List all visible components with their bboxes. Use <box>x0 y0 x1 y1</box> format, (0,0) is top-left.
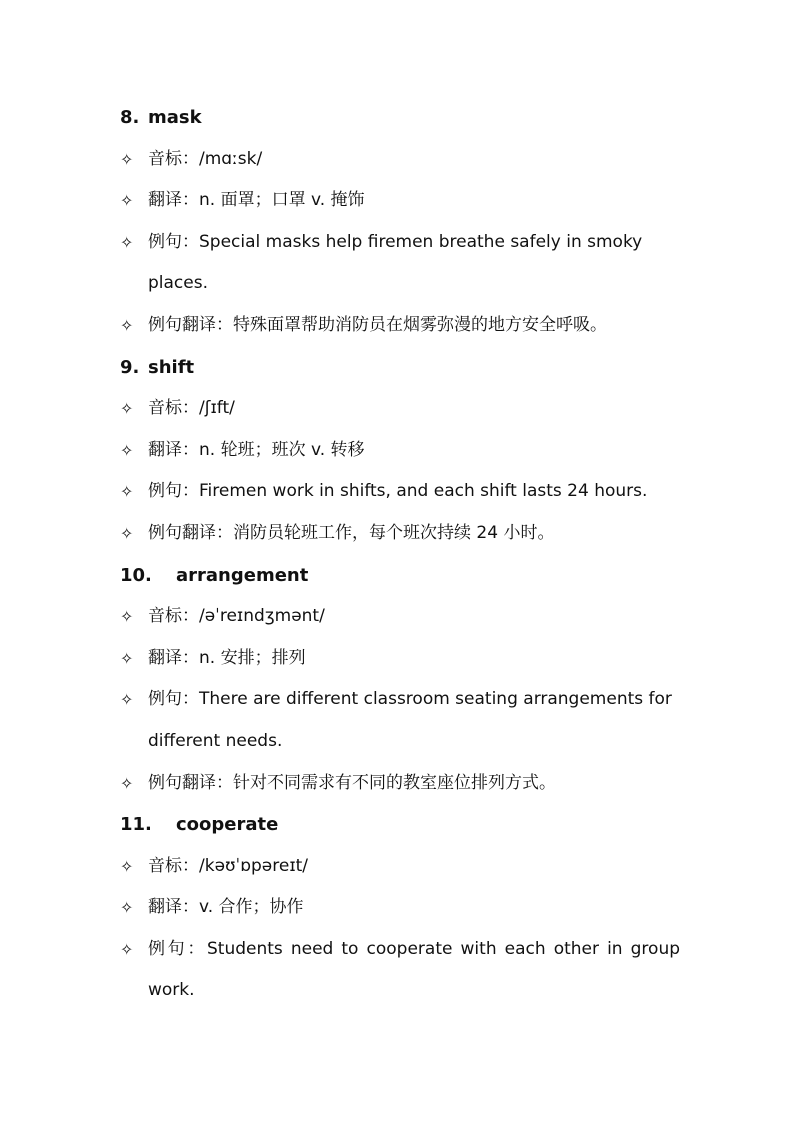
diamond-bullet-icon: ✧ <box>120 898 134 918</box>
example-line <box>120 679 680 762</box>
diamond-bullet-icon: ✧ <box>120 939 134 959</box>
entry-word: cooperate <box>176 814 279 836</box>
entry-number: 11. <box>120 814 152 836</box>
translation-label: 翻译： <box>148 647 199 668</box>
example-translation-label: 例句翻译： <box>148 522 233 543</box>
translation-text: n. 轮班；班次 v. 转移 <box>199 439 365 460</box>
diamond-bullet-icon: ✧ <box>120 399 134 419</box>
phonetic-line <box>120 596 680 638</box>
example-translation-label: 例句翻译： <box>148 314 233 335</box>
example-label: 例句： <box>148 689 199 710</box>
example-label: 例句： <box>148 481 199 502</box>
diamond-bullet-icon: ✧ <box>120 191 134 211</box>
phonetic-label: 音标： <box>148 606 199 627</box>
phonetic-text: /əˈreɪndʒmənt/ <box>199 606 325 627</box>
phonetic-text: /kəʊˈɒpəreɪt/ <box>199 855 309 876</box>
diamond-bullet-icon: ✧ <box>120 607 134 627</box>
phonetic-label: 音标： <box>148 148 199 169</box>
phonetic-line <box>120 139 680 181</box>
example-translation-line <box>120 763 680 805</box>
phonetic-line <box>120 388 680 430</box>
vocab-entry-mask <box>120 97 680 347</box>
example-text: Firemen work in shifts, and each shift lasts 24 hours. <box>199 481 648 502</box>
example-line <box>120 222 680 305</box>
entry-number: 10. <box>120 564 152 586</box>
translation-label: 翻译： <box>148 897 199 918</box>
entry-heading <box>120 555 680 597</box>
vocabulary-list <box>120 97 680 1012</box>
diamond-bullet-icon: ✧ <box>120 149 134 169</box>
translation-label: 翻译： <box>148 190 199 211</box>
diamond-bullet-icon: ✧ <box>120 690 134 710</box>
example-text: There are different classroom seating arrangements for different needs. <box>148 689 672 751</box>
translation-text: v. 合作；协作 <box>199 897 304 918</box>
diamond-bullet-icon: ✧ <box>120 523 134 543</box>
example-translation-line <box>120 513 680 555</box>
entry-word: mask <box>148 107 202 128</box>
diamond-bullet-icon: ✧ <box>120 773 134 793</box>
entry-heading <box>120 347 680 389</box>
diamond-bullet-icon: ✧ <box>120 648 134 668</box>
entry-number: 9. <box>120 356 140 378</box>
diamond-bullet-icon: ✧ <box>120 482 134 502</box>
example-label: 例句： <box>148 938 207 959</box>
entry-word: arrangement <box>176 564 309 586</box>
entry-heading <box>120 97 680 139</box>
diamond-bullet-icon: ✧ <box>120 440 134 460</box>
example-text: Special masks help firemen breathe safely in smoky places. <box>148 231 643 294</box>
translation-text: n. 安排；排列 <box>199 647 306 668</box>
diamond-bullet-icon: ✧ <box>120 856 134 876</box>
example-translation-label: 例句翻译： <box>148 772 233 793</box>
translation-line <box>120 180 680 222</box>
phonetic-text: /mɑːsk/ <box>199 148 263 169</box>
phonetic-label: 音标： <box>148 398 199 419</box>
example-translation-text: 特殊面罩帮助消防员在烟雾弥漫的地方安全呼吸。 <box>233 314 607 335</box>
example-translation-line <box>120 305 680 347</box>
diamond-bullet-icon: ✧ <box>120 315 134 335</box>
diamond-bullet-icon: ✧ <box>120 232 134 252</box>
example-label: 例句： <box>148 231 199 252</box>
example-translation-text: 消防员轮班工作，每个班次持续 24 小时。 <box>233 522 555 543</box>
translation-line <box>120 638 680 680</box>
entry-number: 8. <box>120 107 140 128</box>
phonetic-text: /ʃɪft/ <box>199 398 235 419</box>
vocab-entry-arrangement <box>120 555 680 805</box>
vocab-entry-shift <box>120 347 680 555</box>
translation-line <box>120 430 680 472</box>
example-line <box>120 471 680 513</box>
phonetic-line <box>120 846 680 888</box>
example-translation-text: 针对不同需求有不同的教室座位排列方式。 <box>233 772 556 793</box>
translation-text: n. 面罩；口罩 v. 掩饰 <box>199 190 365 211</box>
translation-label: 翻译： <box>148 439 199 460</box>
entry-word: shift <box>148 356 195 378</box>
example-text: Students need to cooperate with each other in group work. <box>148 938 681 1001</box>
translation-line <box>120 887 680 929</box>
entry-heading <box>120 804 680 846</box>
vocab-entry-cooperate <box>120 804 680 1012</box>
example-line <box>120 929 680 1012</box>
phonetic-label: 音标： <box>148 855 199 876</box>
